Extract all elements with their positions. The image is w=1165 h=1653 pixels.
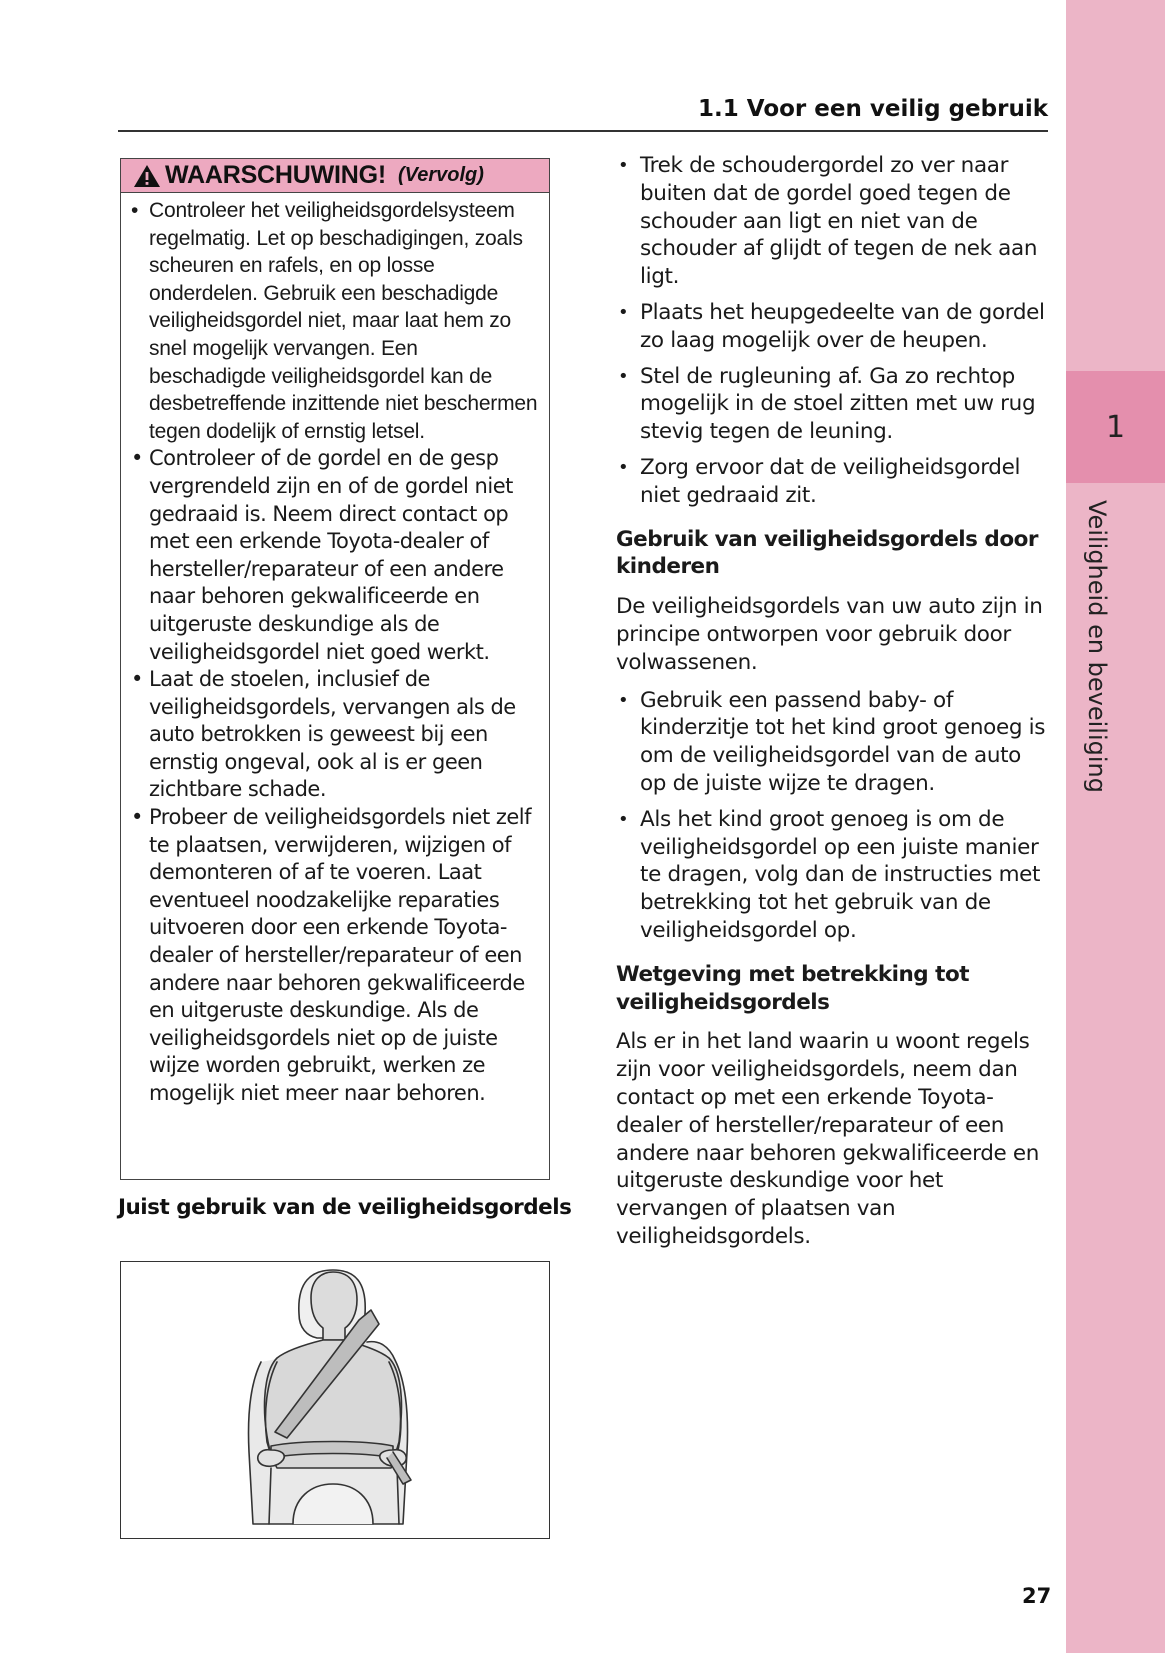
list-item: • Zorg ervoor dat de veiligheidsgordel niet gedraaid zit. bbox=[616, 454, 1046, 510]
list-item: • Plaats het heupgedeelte van de gordel zo laag mogelijk over de heupen. bbox=[616, 299, 1046, 355]
warning-item: • Controleer het veiligheidsgordelsysteem regelmatig. Let op beschadigingen, zoals scheuren en rafels, en op losse onderdelen. Gebruik een beschadigde veiligheidsgordel niet, maar laat hem zo snel mogelijk vervangen. Een beschadigde veiligheidsgordel kan de desbetreffende inzittende niet beschermen tegen dodelijk of ernstig letsel. bbox=[129, 197, 539, 445]
side-chapter-tab bbox=[1066, 0, 1165, 1653]
chapter-number: 1 bbox=[1105, 409, 1126, 445]
warning-item: • Laat de stoelen, inclusief de veiligheidsgordels, vervangen als de auto betrokken is geweest bij een ernstig ongeval, ook al is er geen zichtbare schade. bbox=[129, 666, 539, 804]
children-paragraph: De veiligheidsgordels van uw auto zijn in principe ontworpen voor gebruik door volwassenen. bbox=[616, 594, 1043, 675]
warning-continued: (Vervolg) bbox=[397, 164, 484, 186]
warning-box bbox=[120, 158, 550, 1180]
section-title: 1.1 Voor een veilig gebruik bbox=[698, 96, 1048, 122]
list-item: • Gebruik een passend baby- of kinderzitje tot het kind groot genoeg is om de veiligheidsgordel van de auto op de juiste wijze te dragen. bbox=[616, 687, 1046, 798]
seatbelt-illustration bbox=[120, 1261, 550, 1539]
warning-item: • Probeer de veiligheidsgordels niet zelf te plaatsen, verwijderen, wijzigen of demonteren of af te voeren. Laat eventueel noodzakelijke reparaties uitvoeren door een erkende Toyota-dealer of hersteller/reparateur of een andere naar behoren gekwalificeerde en uitgeruste deskundige. Als de veiligheidsgordels niet op de juiste wijze worden gebruikt, werken ze mogelijk niet meer naar behoren. bbox=[129, 804, 539, 1108]
section-heading-children: Gebruik van veiligheidsgordels door kinderen bbox=[616, 526, 1038, 580]
right-column bbox=[616, 152, 1046, 1261]
seated-person-seatbelt-icon bbox=[121, 1262, 548, 1537]
header-divider bbox=[118, 130, 1048, 132]
section-heading-legislation: Wetgeving met betrekking tot veiligheidsgordels bbox=[616, 961, 970, 1015]
correct-use-list bbox=[616, 152, 1046, 510]
warning-title: WAARSCHUWING! bbox=[165, 161, 386, 189]
section-heading-correct-use: Juist gebruik van de veiligheidsgordels bbox=[118, 1195, 572, 1220]
warning-item: • Controleer of de gordel en de gesp vergrendeld zijn en of de gordel niet gedraaid is. Neem direct contact op met een erkende Toyota-dealer of hersteller/reparateur of een andere naar behoren gekwalificeerde en uitgeruste deskundige als de veiligheidsgordel niet goed werkt. bbox=[129, 445, 539, 666]
chapter-number-box bbox=[1066, 371, 1165, 483]
list-item: • Stel de rugleuning af. Ga zo rechtop mogelijk in de stoel zitten met uw rug stevig tegen de leuning. bbox=[616, 363, 1046, 446]
warning-header bbox=[121, 159, 549, 193]
children-list bbox=[616, 687, 1046, 945]
legislation-paragraph: Als er in het land waarin u woont regels zijn voor veiligheidsgordels, neem dan contact op met een erkende Toyota-dealer of hersteller/reparateur of een andere naar behoren gekwalificeerde en uitgeruste deskundige voor het vervangen of plaatsen van veiligheidsgordels. bbox=[616, 1029, 1040, 1249]
page-number: 27 bbox=[1022, 1584, 1052, 1608]
list-item: • Als het kind groot genoeg is om de veiligheidsgordel op een juiste manier te dragen, volg dan de instructies met betrekking tot het gebruik van de veiligheidsgordel op. bbox=[616, 806, 1046, 945]
list-item: • Trek de schoudergordel zo ver naar buiten dat de gordel goed tegen de schouder aan ligt en niet van de schouder af glijdt of tegen de nek aan ligt. bbox=[616, 152, 1046, 291]
chapter-title-vertical: Veiligheid en beveiliging bbox=[1083, 500, 1111, 793]
warning-triangle-icon bbox=[133, 164, 161, 188]
warning-list bbox=[121, 193, 549, 1108]
